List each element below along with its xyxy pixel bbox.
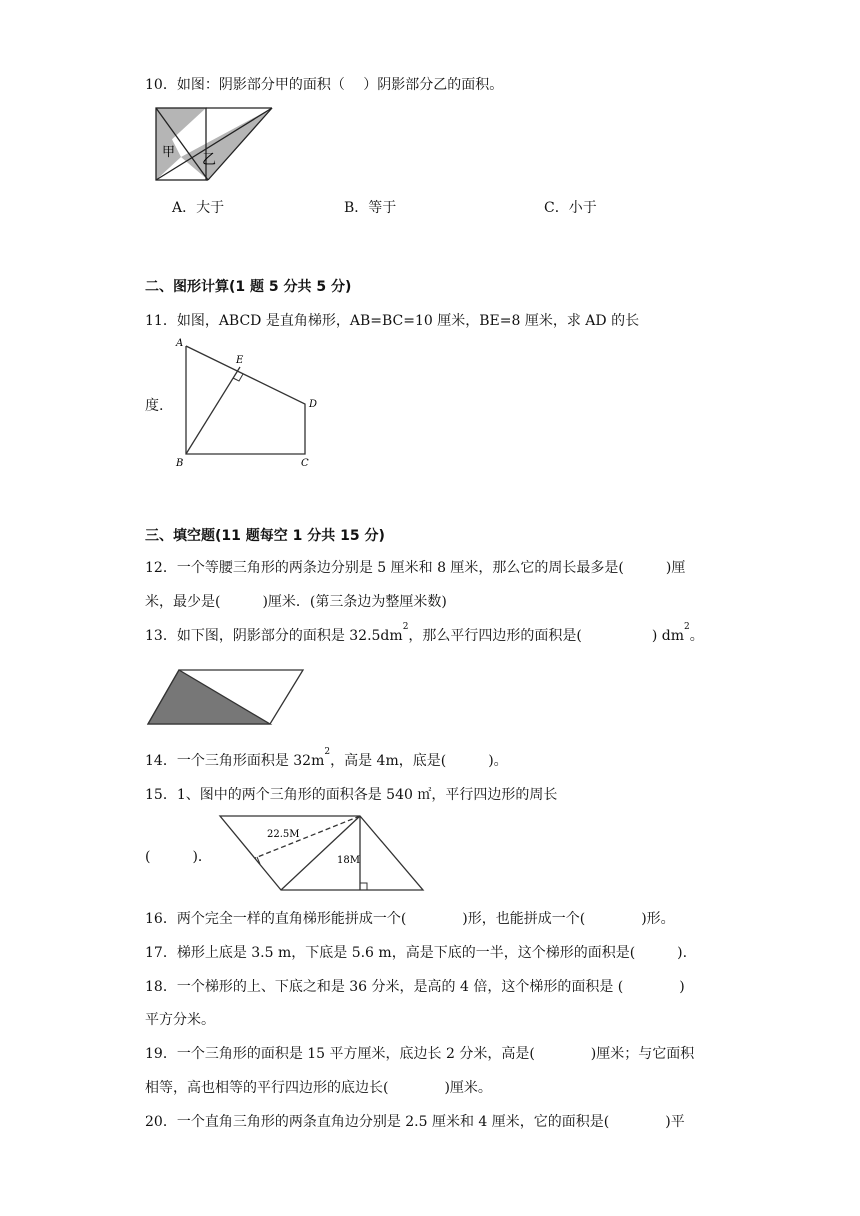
section3-title: 三、填空题(11 题每空 1 分共 15 分) [145,528,385,544]
q19-line1: 19．一个三角形的面积是 15 平方厘米，底边长 2 分米，高是( )厘米；与它面积 [145,1046,695,1062]
q13-sup1: 2 [402,622,409,632]
label-d: D [309,399,318,410]
shaded-triangle [148,670,270,724]
q10-figure [150,104,280,186]
label-slant: 22.5M [267,829,300,840]
q13-text-before: 13．如下图，阴影部分的面积是 32.5dm [145,628,403,644]
label-yi: 乙 [202,152,216,168]
q10-option-a[interactable]: A．大于 [172,200,225,216]
q10-text: 10．如图：阴影部分甲的面积（ ）阴影部分乙的面积。 [145,77,504,93]
q10-option-c[interactable]: C．小于 [544,200,597,216]
q13-sup2: 2 [684,622,690,632]
q11-text: 11．如图，ABCD 是直角梯形，AB=BC=10 厘米，BE=8 厘米，求 AD 的长 [145,313,640,329]
section2-title: 二、图形计算(1 题 5 分共 5 分) [145,279,352,295]
q18-line1: 18．一个梯形的上、下底之和是 36 分米，是高的 4 倍，这个梯形的面积是 ( ) [145,979,685,995]
label-a: A [176,338,184,349]
q13-parallelogram-figure [146,666,306,726]
label-jia: 甲 [162,145,176,160]
q14-text [145,747,508,770]
label-e: E [236,355,244,366]
q15-parallelogram-figure [215,812,430,894]
q14-text-before: 14．一个三角形面积是 32m [145,753,325,769]
q11-trapezoid-figure [170,336,330,472]
q11-tail: 度. [145,398,164,414]
q10-option-b[interactable]: B．等于 [344,200,397,216]
q12-line2: 米，最少是( )厘米．(第三条边为整厘米数) [145,594,447,610]
q15-text: 15．1、图中的两个三角形的面积各是 540 ㎡，平行四边形的周长 [145,787,558,803]
q14-text-after: ，高是 4m，底是( )。 [330,753,508,769]
q15-tail: ( )． [145,849,212,865]
q20-text: 20．一个直角三角形的两条直角边分别是 2.5 厘米和 4 厘米，它的面积是( )平 [145,1114,685,1130]
q18-line2: 平方分米。 [145,1012,215,1028]
q13-text [145,622,704,645]
q13-text-after: ，那么平行四边形的面积是( ) dm [408,628,685,644]
q19-line2: 相等，高也相等的平行四边形的底边长( )厘米。 [145,1080,492,1096]
label-c: C [301,458,309,469]
label-b: B [176,458,184,469]
q13-end: 。 [689,628,704,644]
q14-sup: 2 [324,747,331,757]
label-height: 18M [337,855,360,866]
q16-text: 16．两个完全一样的直角梯形能拼成一个( )形，也能拼成一个( )形。 [145,911,675,927]
q12-line1: 12．一个等腰三角形的两条边分别是 5 厘米和 8 厘米，那么它的周长最多是( )厘 [145,560,686,576]
q17-text: 17．梯形上底是 3.5 m，下底是 5.6 m，高是下底的一半，这个梯形的面积是( ). [145,945,688,961]
